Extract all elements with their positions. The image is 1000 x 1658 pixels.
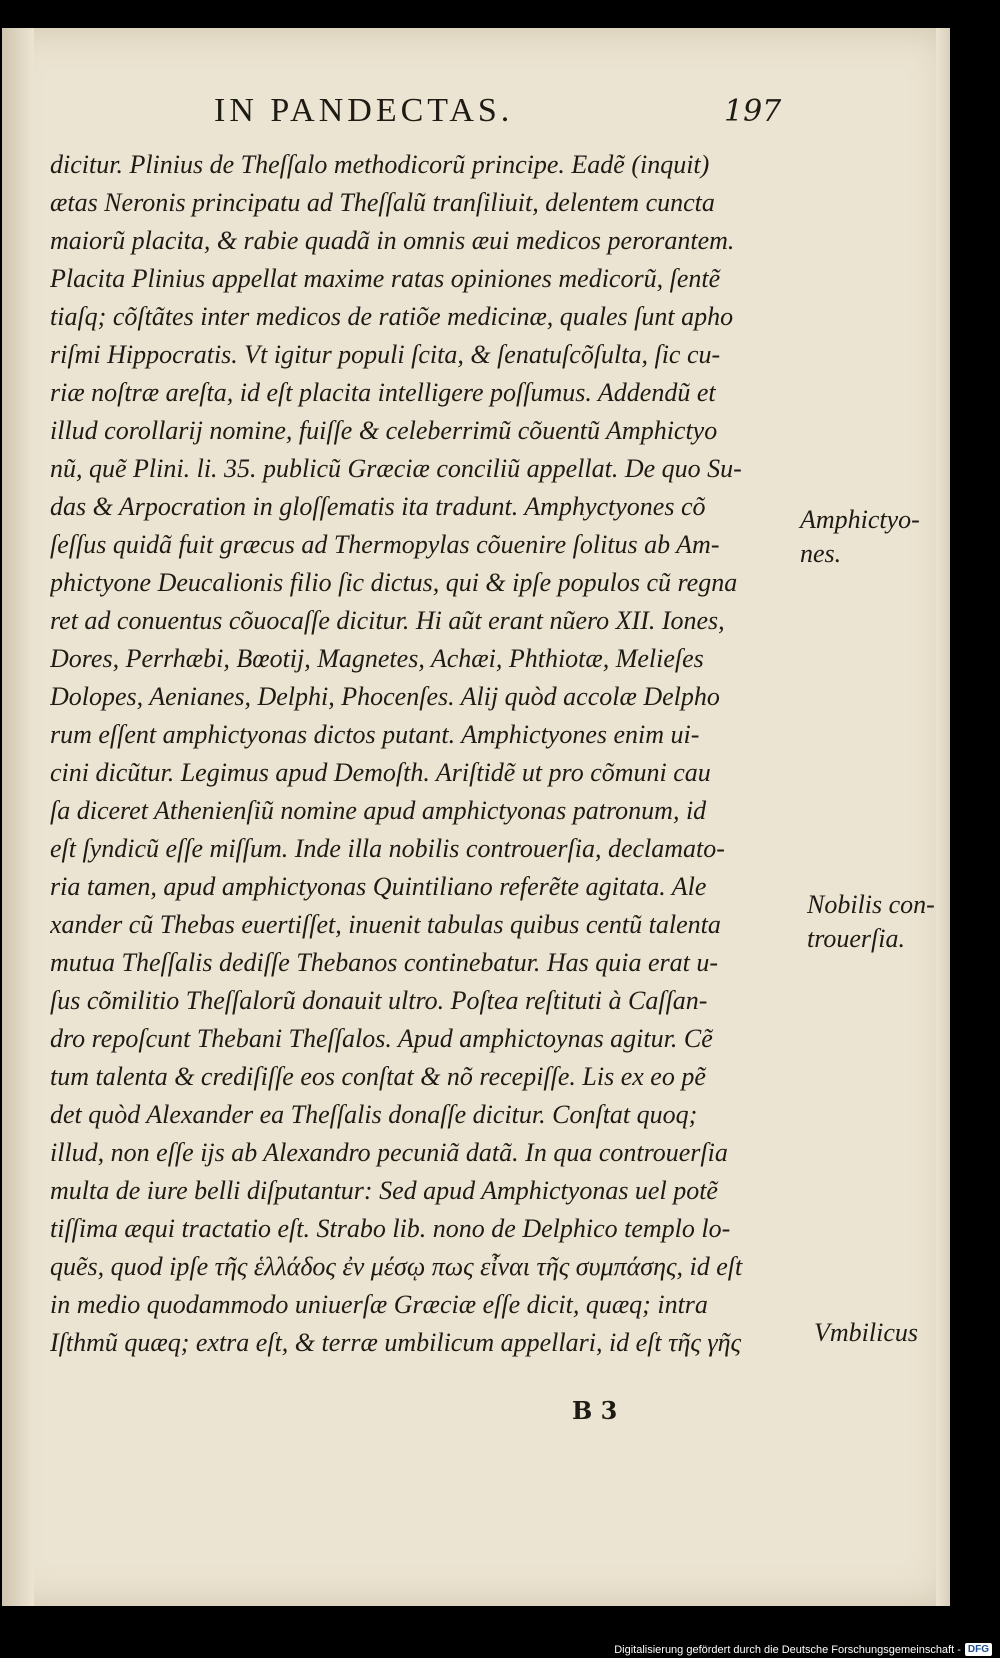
text-line: riæ noſtræ areſta, id eſt placita intelligere poſſumus. Addendũ et bbox=[50, 378, 716, 407]
folio-number: 197 bbox=[724, 94, 782, 129]
digitization-credit bbox=[614, 1643, 992, 1656]
text-line: rum eſſent amphictyonas dictos putant. Amphictyones enim ui- bbox=[50, 720, 700, 749]
text-line: det quòd Alexander ea Theſſalis donaſſe dicitur. Conſtat quoq; bbox=[50, 1100, 698, 1129]
text-line: multa de iure belli diſputantur: Sed apud Amphictyonas uel potẽ bbox=[50, 1176, 718, 1205]
signature-mark: B 3 bbox=[572, 1396, 618, 1425]
text-line: ſa diceret Athenienſiũ nomine apud amphictyonas patronum, id bbox=[50, 796, 707, 825]
text-line: mutua Theſſalis dediſſe Thebanos continebatur. Has quia erat u- bbox=[50, 948, 719, 977]
text-line: cini dicũtur. Legimus apud Demoſth. Ariſtidẽ ut pro cõmuni cau bbox=[50, 758, 711, 787]
dfg-logo: DFG bbox=[965, 1643, 992, 1656]
text-line: dicitur. Plinius de Theſſalo methodicorũ principe. Eadẽ (inquit) bbox=[50, 150, 710, 179]
page-edge-shadow bbox=[936, 28, 950, 1606]
text-line: ria tamen, apud amphictyonas Quintiliano referẽte agitata. Ale bbox=[50, 872, 707, 901]
marginal-note-line: trouerſia. bbox=[807, 924, 905, 953]
page-gutter-shadow bbox=[2, 28, 34, 1606]
text-line: tum talenta & crediſiſſe eos conſtat & nõ recepiſſe. Lis ex eo pẽ bbox=[50, 1062, 706, 1091]
marginal-note-line: nes. bbox=[800, 539, 842, 568]
text-line: ſus cõmilitio Theſſalorũ donauit ultro. Poſtea reſtituti à Caſſan- bbox=[50, 986, 708, 1015]
text-line: Dores, Perrhæbi, Bœotij, Magnetes, Achæi, Phthiotæ, Melieſes bbox=[50, 644, 704, 673]
text-line: riſmi Hippocratis. Vt igitur populi ſcita, & ſenatuſcõſulta, ſic cu- bbox=[50, 340, 721, 369]
text-line: ſeſſus quidã fuit græcus ad Thermopylas cõuenire ſolitus ab Am- bbox=[50, 530, 720, 559]
marginal-note-controversia bbox=[807, 888, 935, 956]
text-line: eſt ſyndicũ eſſe miſſum. Inde illa nobilis controuerſia, declamato- bbox=[50, 834, 725, 863]
text-line: tiſſima æqui tractatio eſt. Strabo lib. nono de Delphico templo lo- bbox=[50, 1214, 731, 1243]
text-line: das & Arpocration in gloſſematis ita tradunt. Amphyctyones cõ bbox=[50, 492, 706, 521]
text-line: dro repoſcunt Thebani Theſſalos. Apud amphictoynas agitur. Cẽ bbox=[50, 1024, 713, 1053]
book-page bbox=[2, 28, 950, 1606]
text-line: xander cũ Thebas euertiſſet, inuenit tabulas quibus centũ talenta bbox=[50, 910, 721, 939]
marginal-note-line: Amphictyo- bbox=[800, 505, 920, 534]
body-text bbox=[50, 146, 790, 1362]
marginal-note-line: Nobilis con- bbox=[807, 890, 935, 919]
marginal-note-umbilicus: Vmbilicus bbox=[814, 1318, 918, 1347]
text-line: phictyone Deucalionis filio ſic dictus, qui & ipſe populos cũ regna bbox=[50, 568, 738, 597]
running-head: IN PANDECTAS. bbox=[214, 92, 514, 129]
marginal-note-amphictyones bbox=[800, 503, 920, 571]
text-line: Iſthmũ quæq; extra eſt, & terræ umbilicum appellari, id eſt τῆς γῆς bbox=[50, 1328, 742, 1357]
text-line: tiaſq; cõſtãtes inter medicos de ratiõe medicinæ, quales ſunt apho bbox=[50, 302, 734, 331]
text-line: quẽs, quod ipſe τῆς ἑλλάδος ἐν μέσῳ πως εἶναι τῆς συμπάσης, id eſt bbox=[50, 1252, 743, 1281]
text-line: in medio quodammodo uniuerſæ Græciæ eſſe dicit, quæq; intra bbox=[50, 1290, 708, 1319]
credit-text: Digitalisierung gefördert durch die Deutsche Forschungsgemeinschaft - bbox=[614, 1643, 961, 1656]
text-line: maiorũ placita, & rabie quadã in omnis æui medicos perorantem. bbox=[50, 226, 735, 255]
text-line: Dolopes, Aenianes, Delphi, Phocenſes. Alij quòd accolæ Delpho bbox=[50, 682, 720, 711]
text-line: ætas Neronis principatu ad Theſſalũ tranſiliuit, delentem cuncta bbox=[50, 188, 715, 217]
text-line: illud, non eſſe ijs ab Alexandro pecuniã datã. In qua controuerſia bbox=[50, 1138, 728, 1167]
text-line: Placita Plinius appellat maxime ratas opiniones medicorũ, ſentẽ bbox=[50, 264, 721, 293]
text-line: ret ad conuentus cõuocaſſe dicitur. Hi aũt erant nũero XII. Iones, bbox=[50, 606, 725, 635]
text-line: nũ, quẽ Plini. li. 35. publicũ Græciæ conciliũ appellat. De quo Su- bbox=[50, 454, 742, 483]
text-line: illud corollarij nomine, fuiſſe & celeberrimũ cõuentũ Amphictyo bbox=[50, 416, 718, 445]
